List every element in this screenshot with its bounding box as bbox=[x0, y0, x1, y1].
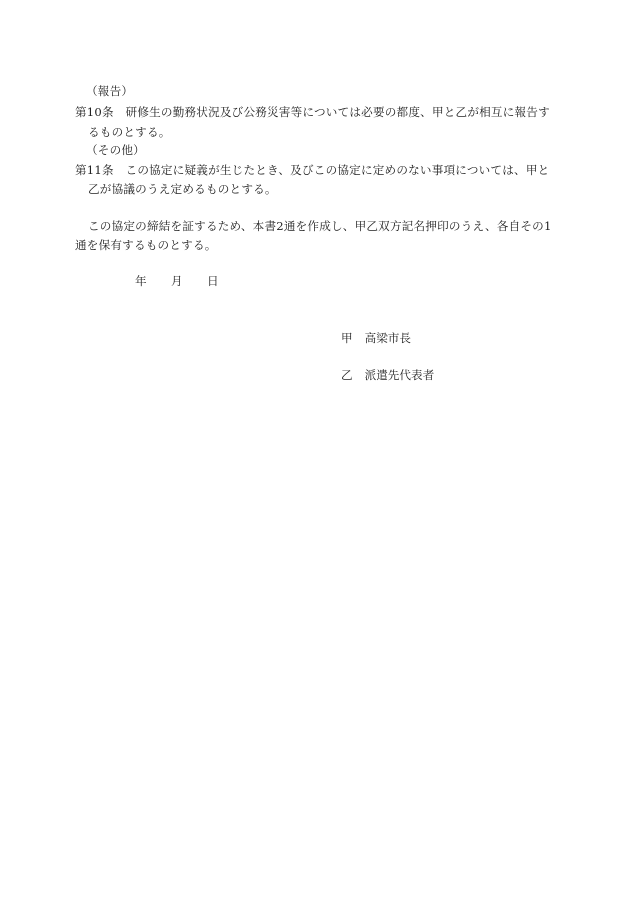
article-10-continuation: るものとする。 bbox=[88, 125, 171, 139]
party-kou bbox=[341, 330, 411, 346]
date-day-label: 日 bbox=[207, 274, 219, 288]
party-kou-mark: 甲 bbox=[341, 331, 353, 345]
party-otsu-name: 派遣先代表者 bbox=[364, 368, 435, 382]
article-11-continuation: 乙が協議のうえ定めるものとする。 bbox=[88, 182, 277, 196]
closing-text-line-1: この協定の締結を証するため、本書2通を作成し、甲乙双方記名押印のうえ、各自その1 bbox=[88, 219, 552, 233]
party-otsu-mark: 乙 bbox=[341, 368, 353, 382]
party-kou-name: 高梁市長 bbox=[364, 331, 411, 345]
article-11-caption: （その他） bbox=[86, 143, 145, 157]
date-month-label: 月 bbox=[171, 274, 183, 288]
article-11-text: 第11条 この協定に疑義が生じたとき、及びこの協定に定めのない事項については、甲と bbox=[75, 163, 550, 177]
date-year-label: 年 bbox=[135, 274, 147, 288]
article-10-caption: （報告） bbox=[86, 84, 134, 98]
party-otsu bbox=[341, 367, 434, 383]
article-10-text: 第10条 研修生の勤務状況及び公務災害等については必要の都度、甲と乙が相互に報告す bbox=[75, 105, 550, 119]
closing-text-line-2: 通を保有するものとする。 bbox=[75, 238, 217, 252]
